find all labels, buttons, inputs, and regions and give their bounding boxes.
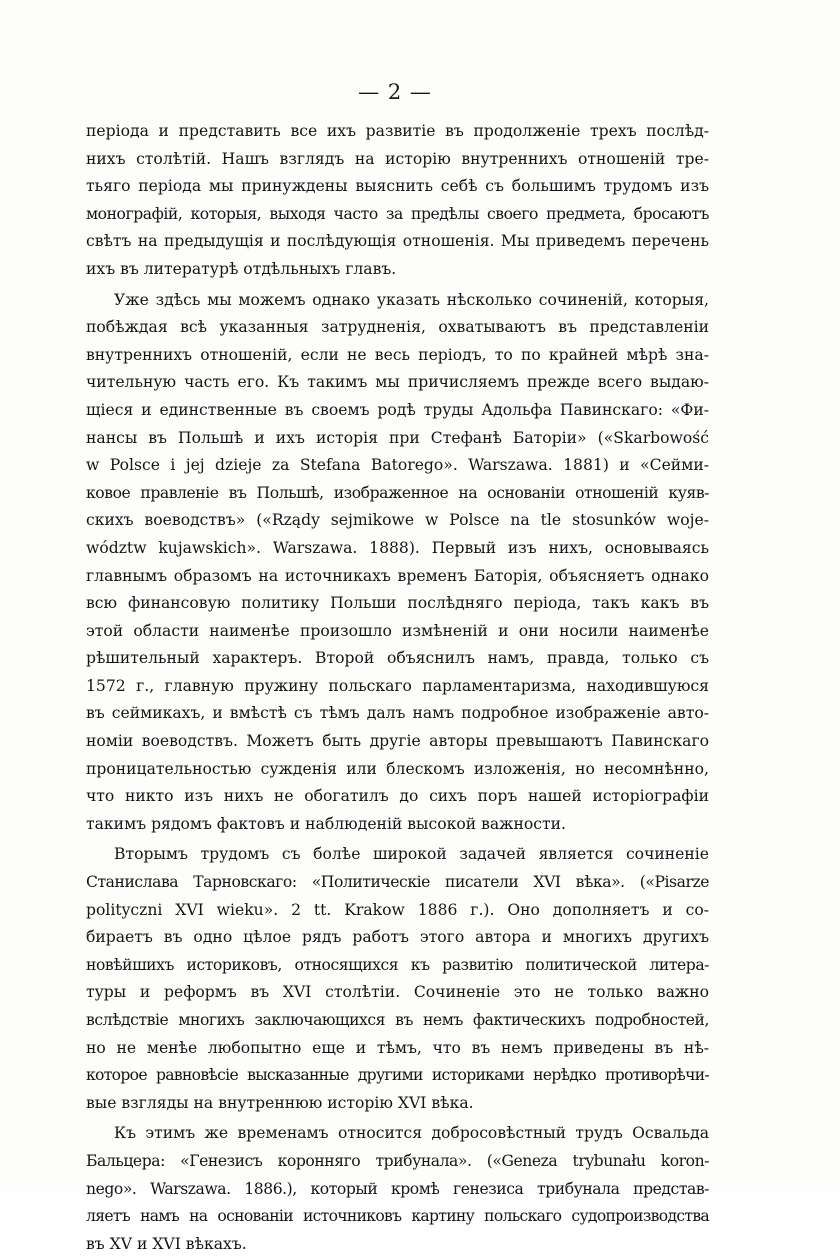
page-number: — 2 — bbox=[358, 80, 432, 104]
text-line: въ XV и XVI вѣкахъ. bbox=[86, 1234, 247, 1253]
text-line: этой области наименѣе произошло измѣненій и они носили наименѣе bbox=[86, 621, 709, 640]
text-line: всю финансовую политику Польши послѣдняго періода, такъ какъ въ bbox=[86, 594, 709, 613]
paragraph-2 bbox=[86, 287, 709, 839]
text-line: въ сеймикахъ, и вмѣстѣ съ тѣмъ далъ намъ подробное изображеніе авто- bbox=[86, 704, 709, 723]
text-line: періода и представить все ихъ развитіе въ продолженіе трехъ послѣд- bbox=[86, 122, 709, 140]
page-text bbox=[86, 118, 709, 1258]
text-line: ковое правленіе въ Польшѣ, изображенное на основаніи отношеній куяв- bbox=[86, 483, 709, 502]
text-line: нихъ столѣтій. Нашъ взглядъ на исторію внутреннихъ отношеній тре- bbox=[86, 149, 709, 168]
text-line: которое равновѣсіе высказанные другими историками нерѣдко противорѣчи- bbox=[86, 1066, 709, 1085]
text-line: 1572 г., главную пружину польскаго парламентаризма, находившуюся bbox=[86, 676, 709, 695]
text-line: Бальцера: «Генезисъ коронняго трибунала». («Geneza trybunału koron- bbox=[86, 1151, 709, 1170]
text-line: щіеся и единственные въ своемъ родѣ труды Адольфа Павинскаго: «Фи- bbox=[86, 400, 709, 419]
text-line: туры и реформъ въ XVI столѣтіи. Сочиненіе это не только важно bbox=[86, 983, 709, 1002]
text-line: побѣждая всѣ указанныя затрудненія, охватываютъ въ представленіи bbox=[86, 318, 709, 337]
paragraph-3 bbox=[86, 841, 709, 1117]
text-line: Уже здѣсь мы можемъ однако указать нѣсколько сочиненій, которыя, bbox=[114, 290, 709, 309]
text-line: рѣшительный характеръ. Второй объяснилъ намъ, правда, только съ bbox=[86, 649, 709, 668]
text-line: Къ этимъ же временамъ относится добросовѣстный трудъ Освальда bbox=[114, 1124, 709, 1143]
text-line: бираетъ въ одно цѣлое рядъ работъ этого автора и многихъ другихъ bbox=[86, 928, 709, 947]
text-line: номіи воеводствъ. Можетъ быть другіе авторы превышаютъ Павинскаго bbox=[86, 732, 709, 751]
text-line: скихъ воеводствъ» («Rządy sejmikowe w Polsce na tle stosunków woje- bbox=[86, 511, 709, 530]
text-line: ляетъ намъ на основаніи источниковъ картину польскаго судопроизводства bbox=[86, 1207, 709, 1226]
text-line: такимъ рядомъ фактовъ и наблюденій высокой важности. bbox=[86, 814, 566, 833]
text-line: что никто изъ нихъ не обогатилъ до сихъ поръ нашей исторіографіи bbox=[86, 787, 709, 806]
paragraph-1 bbox=[86, 118, 709, 284]
text-line: Вторымъ трудомъ съ болѣе широкой задачей является сочиненіе bbox=[114, 845, 709, 864]
text-line: ихъ въ литературѣ отдѣльныхъ главъ. bbox=[86, 259, 397, 278]
text-line: nego». Warszawa. 1886.), который кромѣ генезиса трибунала представ- bbox=[86, 1179, 709, 1198]
text-line: вслѣдствіе многихъ заключающихся въ немъ фактическихъ подробностей, bbox=[86, 1011, 709, 1029]
text-line: главнымъ образомъ на источникахъ временъ Баторія, объясняетъ однако bbox=[86, 566, 709, 585]
text-line: свѣтъ на предыдущія и послѣдующія отношенія. Мы приведемъ перечень bbox=[86, 232, 709, 251]
text-line: polityczni XVI wieku». 2 tt. Krakow 1886 г.). Оно дополняетъ и со- bbox=[86, 900, 709, 919]
text-line: нансы въ Польшѣ и ихъ исторія при Стефанѣ Баторіи» («Skarbowość bbox=[86, 428, 709, 447]
text-line: wództw kujawskich». Warszawa. 1888). Первый изъ нихъ, основываясь bbox=[86, 538, 709, 557]
text-line: монографій, которыя, выходя часто за предѣлы своего предмета, бросаютъ bbox=[86, 204, 709, 223]
text-line: Станислава Тарновскаго: «Политическіе писатели XVI вѣка». («Pisarze bbox=[86, 873, 709, 892]
text-line: чительную часть его. Къ такимъ мы причисляемъ прежде всего выдаю- bbox=[86, 373, 709, 392]
text-line: внутреннихъ отношеній, если не весь періодъ, то по крайней мѣрѣ зна- bbox=[86, 345, 709, 364]
text-line: но не менѣе любопытно еще и тѣмъ, что въ немъ приведены въ нѣ- bbox=[86, 1038, 709, 1057]
text-line: новѣйшихъ историковъ, относящихся къ развитію политической литера- bbox=[86, 955, 709, 974]
text-line: тьяго періода мы принуждены выяснить себѣ съ большимъ трудомъ изъ bbox=[86, 177, 709, 196]
text-line: w Polsce i jej dzieje za Stefana Batorego». Warszawa. 1881) и «Сейми- bbox=[86, 456, 709, 475]
text-line: проницательностью сужденія или блескомъ изложенія, но несомнѣнно, bbox=[86, 759, 709, 778]
text-line: вые взгляды на внутреннюю исторію XVI вѣка. bbox=[86, 1093, 474, 1112]
paragraph-4 bbox=[86, 1120, 709, 1258]
